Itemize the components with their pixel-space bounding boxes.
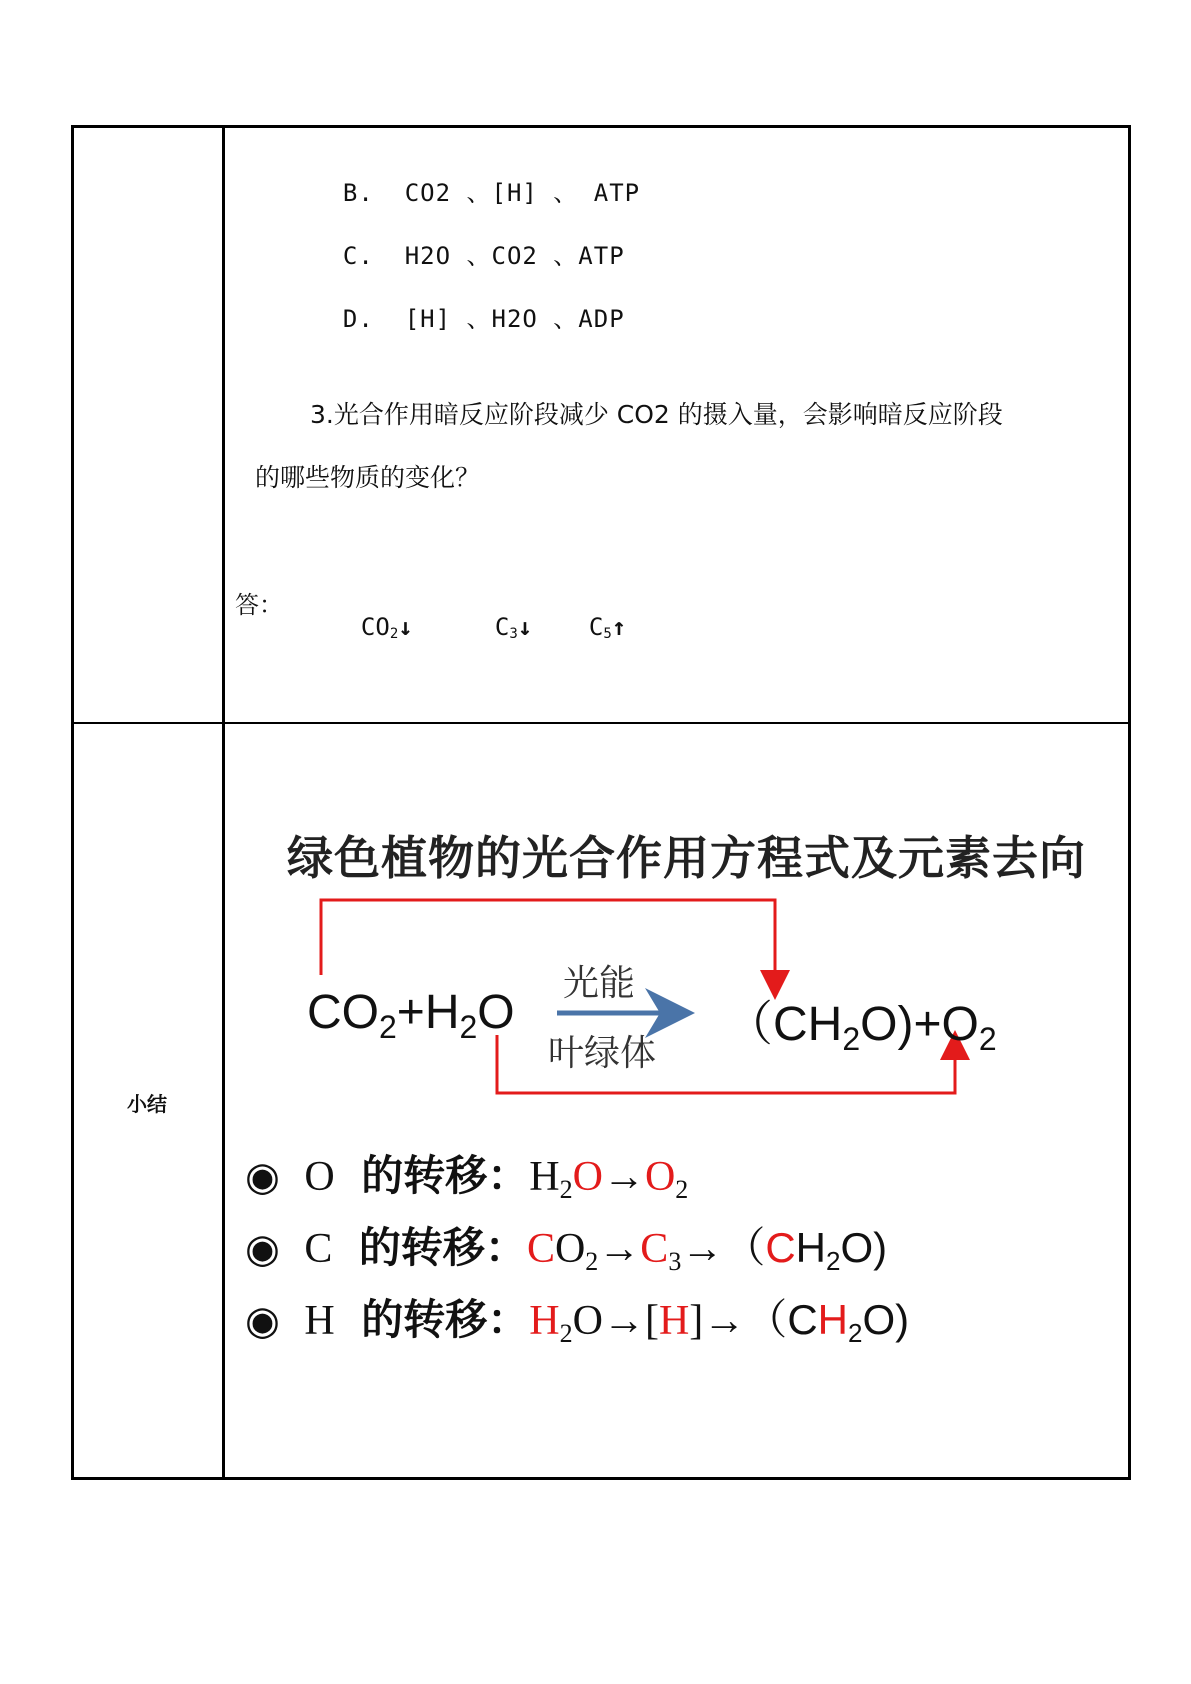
c-path-sub-2: 2 (585, 1247, 599, 1276)
option-b-letter: B. (342, 179, 374, 207)
c-path-open: （ (723, 1224, 766, 1271)
bullet-icon: ◉ (245, 1298, 280, 1343)
answer-co2-sub: 2 (389, 626, 399, 642)
equation-reactants (307, 985, 515, 1046)
c-path-sub-3: 3 (668, 1247, 682, 1276)
reactant-sub-2b: 2 (459, 1009, 478, 1045)
h-path-h2: H (658, 1298, 690, 1344)
h-path-h3: H (817, 1296, 848, 1343)
transfer-c-label: 的转移： (358, 1226, 527, 1272)
h-path-sub-2b: 2 (848, 1318, 863, 1348)
down-arrow-icon: ↓ (398, 613, 413, 641)
c-path-o: O (554, 1226, 586, 1272)
reactant-plus-h: +H (396, 986, 460, 1039)
transfer-o (245, 1143, 688, 1205)
transfer-o-element: O (304, 1154, 335, 1200)
product-sub-2b: 2 (978, 1021, 997, 1057)
transfer-h-label: 的转移： (361, 1298, 530, 1344)
option-c-letter: C. (342, 242, 374, 270)
question-line-1: 3.光合作用暗反应阶段减少 CO2 的摄入量，会影响暗反应阶段 (310, 400, 1003, 429)
option-d-letter: D. (342, 305, 374, 333)
h-path-o: O (572, 1298, 603, 1344)
right-arrow-icon: → (703, 1298, 746, 1344)
transfer-c (245, 1215, 887, 1277)
h-path-lb: [ (644, 1298, 659, 1344)
o-path-sub-2: 2 (559, 1175, 573, 1204)
c-path-c3: C (640, 1226, 669, 1272)
equation-products (725, 985, 997, 1058)
o-path-h: H (529, 1154, 560, 1200)
h-path-close: O) (862, 1296, 910, 1343)
option-b-text: CO2 、[H] 、 ATP (404, 179, 641, 207)
reactant-o: O (477, 986, 515, 1039)
answer-c5-base: C (588, 613, 604, 641)
right-arrow-icon: → (681, 1226, 724, 1272)
product-o-plus-o: O)+O (860, 998, 979, 1051)
right-arrow-icon: → (602, 1154, 645, 1200)
transfer-h-element: H (304, 1298, 335, 1344)
right-arrow-icon: → (598, 1226, 641, 1272)
option-c-text: H2O 、CO2 、ATP (404, 242, 625, 270)
option-d-text: [H] 、H2O 、ADP (404, 305, 625, 333)
carbon-flow-arrow (321, 900, 775, 985)
c-path-c: C (765, 1224, 796, 1271)
h-path-c: C (787, 1296, 818, 1343)
product-sub-2a: 2 (842, 1021, 861, 1057)
condition-light: 光能 (563, 963, 636, 1004)
o-path-o1: O (572, 1154, 603, 1200)
bullet-icon: ◉ (245, 1226, 280, 1271)
h-path-open: （ (745, 1296, 788, 1343)
right-arrow-icon: → (602, 1298, 645, 1344)
transfer-c-element: C (304, 1226, 333, 1272)
summary-row-label: 小结 (127, 1092, 167, 1116)
o-path-o2: O (644, 1154, 676, 1200)
reactant-co: CO (307, 986, 379, 1039)
h-path-rb: ] (689, 1298, 704, 1344)
answer-c3-sub: 3 (509, 626, 518, 642)
answer-label: 答： (235, 591, 283, 619)
summary-title: 绿色植物的光合作用方程式及元素去向 (287, 831, 1086, 885)
c-path-close: O) (840, 1224, 888, 1271)
c-path-c1: C (526, 1226, 555, 1272)
transfer-o-label: 的转移： (361, 1154, 530, 1200)
h-path-sub-2: 2 (559, 1319, 573, 1348)
answer-c5-sub: 5 (603, 626, 612, 642)
answer-c3-base: C (494, 613, 510, 641)
down-arrow-icon: ↓ (517, 613, 533, 641)
c-path-h: H (795, 1224, 827, 1271)
condition-chloroplast: 叶绿体 (548, 1033, 657, 1074)
question-line-2: 的哪些物质的变化？ (255, 463, 481, 492)
up-arrow-icon: ↑ (611, 613, 627, 641)
h-path-h1: H (529, 1298, 560, 1344)
bullet-icon: ◉ (245, 1154, 280, 1199)
answer-co2-base: CO (360, 613, 390, 641)
reactant-sub-2a: 2 (379, 1009, 397, 1045)
product-ch: （CH (725, 998, 843, 1051)
c-path-sub-2b: 2 (826, 1246, 841, 1276)
o-path-sub-2b: 2 (675, 1175, 689, 1204)
transfer-h (245, 1287, 909, 1349)
